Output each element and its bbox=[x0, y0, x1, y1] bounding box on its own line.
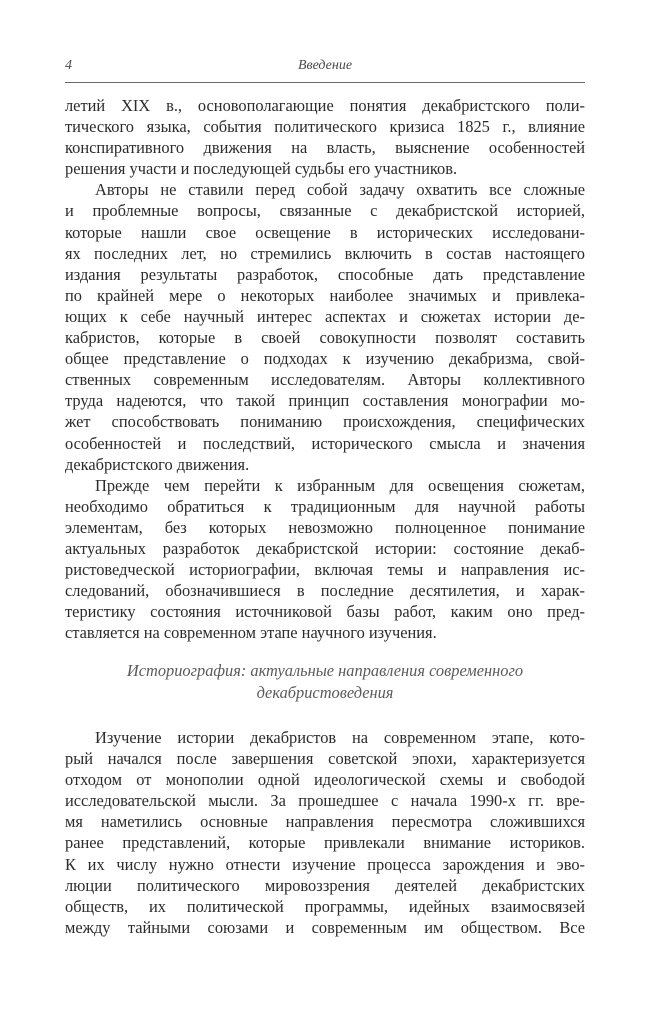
text-line: Изучение истории декабристов на современном этапе, кото- bbox=[95, 728, 585, 747]
text-line: которые нашли свое освещение в исторических исследовани- bbox=[65, 222, 585, 242]
text-line: ристоведческой историографии, включая темы и направления ис- bbox=[65, 560, 585, 580]
section-subheading bbox=[65, 660, 585, 704]
text-line: ранее представлений, которые привлекали внимание историков. bbox=[65, 833, 585, 853]
text-line: ях последних лет, но стремились включить в состав настоящего bbox=[65, 243, 585, 263]
text-line: элементам, без которых невозможно полноценное понимание bbox=[65, 517, 585, 537]
text-line: по крайней мере о некоторых наиболее значимых и привлека- bbox=[65, 285, 585, 305]
text-line: мя наметились основные направления пересмотра сложившихся bbox=[65, 812, 585, 832]
text-line: издания результаты разработок, способные дать представление bbox=[65, 264, 585, 284]
text-line: ставляется на современном этапе научного изучения. bbox=[65, 623, 437, 643]
body-text-top bbox=[65, 95, 585, 643]
text-line: ственных современным исследователям. Авторы коллективного bbox=[65, 370, 585, 390]
text-line: рый начался после завершения советской эпохи, характеризуется bbox=[65, 749, 585, 769]
header-rule bbox=[65, 82, 585, 83]
text-line: конспиративного движения на власть, выяснение особенностей bbox=[65, 138, 585, 158]
text-line: и проблемные вопросы, связанные с декабристской историей, bbox=[65, 201, 585, 221]
text-line: отходом от монополии одной идеологической схемы и свободой bbox=[65, 770, 585, 790]
text-line: ющих к себе научный интерес аспектах и сюжетах истории де- bbox=[65, 306, 585, 326]
text-line: тического языка, события политического кризиса 1825 г., влияние bbox=[65, 117, 585, 137]
text-line: следований, обозначившиеся в последние десятилетия, и харак- bbox=[65, 581, 585, 601]
text-line: теристику состояния источниковой базы работ, каким оно пред- bbox=[65, 602, 585, 622]
text-line: особенностей и последствий, исторического смысла и значения bbox=[65, 433, 585, 453]
subheading-line: декабристоведения bbox=[256, 683, 394, 702]
text-line: Прежде чем перейти к избранным для освещения сюжетам, bbox=[95, 475, 585, 495]
page-number: 4 bbox=[65, 58, 72, 73]
text-line: Авторы не ставили перед собой задачу охватить все сложные bbox=[95, 180, 585, 200]
text-line: обществ, их политической программы, идейных взаимосвязей bbox=[65, 896, 585, 916]
text-line: кабристов, которые в своей совокупности позволят составить bbox=[65, 328, 585, 348]
text-line: необходимо обратиться к традиционным для научной работы bbox=[65, 496, 585, 516]
text-line: исследовательской мысли. За прошедшее с начала 1990-х гг. вре- bbox=[65, 791, 585, 811]
body-text-bottom bbox=[65, 727, 585, 938]
text-line: актуальных разработок декабристской истории: состояние декаб- bbox=[65, 538, 585, 558]
subheading-line: Историография: актуальные направления современного bbox=[126, 661, 524, 680]
text-line: жет способствовать пониманию происхождения, специфических bbox=[65, 412, 585, 432]
text-line: К их числу нужно отнести изучение процесса зарождения и эво- bbox=[65, 854, 585, 874]
text-line: между тайными союзами и современным им обществом. Все bbox=[65, 917, 585, 937]
text-line: декабристского движения. bbox=[65, 454, 250, 474]
text-line: люции политического мировоззрения деятелей декабристских bbox=[65, 875, 585, 895]
text-line: общее представление о подходах к изучению декабризма, свой- bbox=[65, 349, 585, 369]
running-head bbox=[65, 58, 585, 80]
text-line: летий XIX в., основополагающие понятия декабристского поли- bbox=[65, 96, 585, 115]
text-line: труда надеются, что такой принцип составления монографии мо- bbox=[65, 391, 585, 411]
text-line: решения участи и последующей судьбы его участников. bbox=[65, 159, 458, 179]
section-title: Введение bbox=[297, 58, 353, 73]
